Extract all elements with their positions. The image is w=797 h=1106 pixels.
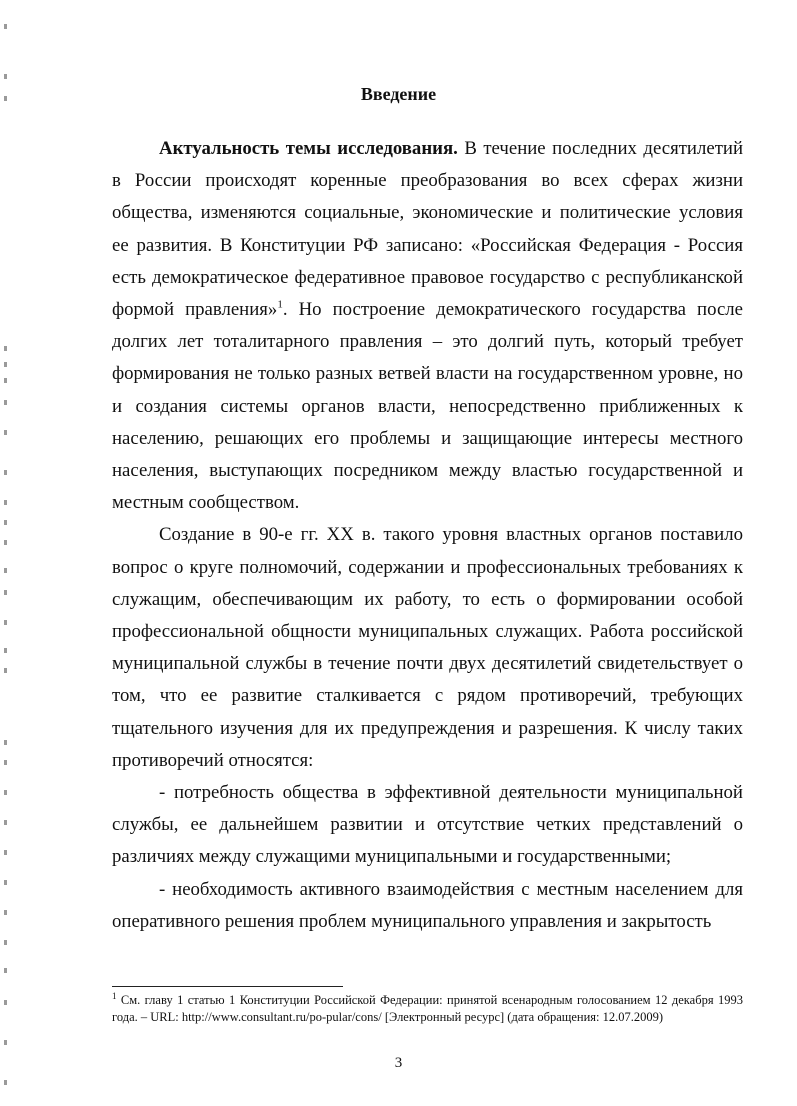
page-title: Введение [360,84,437,104]
body-text [112,133,743,938]
page-number: 3 [394,1055,403,1071]
paragraph-lead: Актуальность темы исследования. [159,138,458,159]
footnote-divider [112,986,343,987]
footnote-text: См. главу 1 статью 1 Конституции Российской Федерации: принятой всенародным голосованием 12 декабря 1993 года. – URL: http://www.consultant.ru/po-pular/cons/ [Электронный ресурс] (дата обращения: 12.07.2009) [112,993,743,1024]
paragraph-contradiction-2: - необходимость активного взаимодействия с местным населением для оперативного решения проблем муниципального управления и закрытость [112,878,743,932]
footnote [112,992,743,1025]
scan-margin-marks [0,0,18,1106]
footnote-marker: 1 [112,990,117,1001]
paragraph-contradiction-1: - потребность общества в эффективной деятельности муниципальной службы, ее дальнейшем развитии и отсутствие четких представлений о различиях между служащими муниципальными и государственными; [112,782,743,868]
paragraph-text: . Но построение демократического государства после долгих лет тоталитарного правления – это долгий путь, который требует формирования не только разных ветвей власти на государственном уровне, но и создания системы органов власти, непосредственно приближенных к населению, решающих его проблемы и защищающие интересы местного населения, выступающих посредником между властью государственной и местным сообществом. [112,299,743,514]
paragraph-text: В течение последних десятилетий в России происходят коренные преобразования во всех сферах жизни общества, изменяются социальные, экономические и политические условия ее развития. В Конституции РФ записано: «Российская Федерация - Россия есть демократическое федеративное правовое государство с республиканской формой правления» [112,138,744,321]
footnote-reference: 1 [277,298,283,311]
paragraph-creation: Создание в 90-е гг. XX в. такого уровня властных органов поставило вопрос о круге полномочий, содержании и профессиональных требованиях к служащим, обеспечивающим их работу, то есть о формировании особой профессиональной общности муниципальных служащих. Работа российской муниципальной службы в течение почти двух десятилетий свидетельствует о том, что ее развитие сталкивается с рядом противоречий, требующих тщательного изучения для их предупреждения и разрешения. К числу таких противоречий относятся: [112,524,743,771]
paragraph-relevance [112,133,743,519]
